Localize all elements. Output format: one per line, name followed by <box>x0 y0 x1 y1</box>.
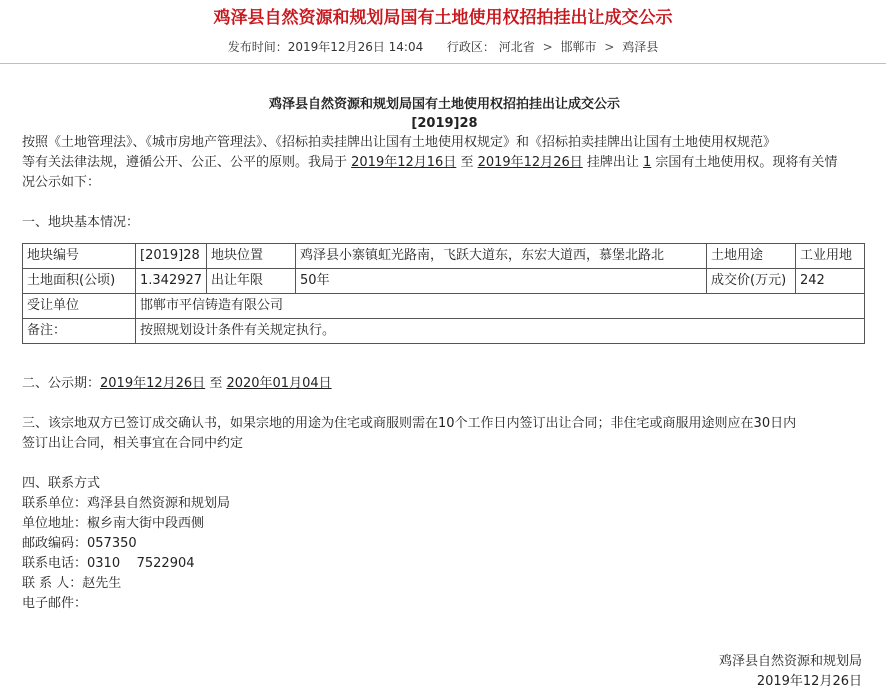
table-cell-label: 地块位置 <box>207 244 296 269</box>
contact-person: 联 系 人：赵先生 <box>22 576 122 591</box>
intro-text: 至 <box>456 155 478 170</box>
table-row <box>23 294 865 319</box>
breadcrumb-city-link[interactable]: 邯郸市 <box>560 40 597 54</box>
listing-end-date: 2019年12月26日 <box>477 155 583 170</box>
parcel-count: 1 <box>643 155 652 170</box>
table-cell-label: 土地用途 <box>707 244 796 269</box>
table-cell-label: 出让年限 <box>207 269 296 294</box>
table-cell-label: 土地面积(公顷) <box>23 269 136 294</box>
table-cell-value: 鸡泽县小寨镇虹光路南，飞跃大道东，东宏大道西，慕堡北路北 <box>296 244 707 269</box>
intro-line-2 <box>22 153 867 173</box>
contact-address: 单位地址：椒乡南大街中段西侧 <box>22 516 205 531</box>
table-row <box>23 269 865 294</box>
section-2-line <box>22 374 867 394</box>
table-cell-value: 242 <box>796 269 865 294</box>
section-1-heading: 一、地块基本情况： <box>22 215 140 230</box>
document-title: 鸡泽县自然资源和规划局国有土地使用权招拍挂出让成交公示 <box>268 97 620 112</box>
table-cell-value: 工业用地 <box>796 244 865 269</box>
contact-phone: 联系电话：0310 7522904 <box>22 556 195 571</box>
table-cell-label: 受让单位 <box>23 294 136 319</box>
period-separator: 至 <box>205 376 227 391</box>
header-divider <box>0 63 886 64</box>
table-cell-value: 50年 <box>296 269 707 294</box>
period-start-date: 2019年12月26日 <box>100 376 206 391</box>
region-label: 行政区： <box>446 40 495 54</box>
listing-start-date: 2019年12月16日 <box>351 155 457 170</box>
spacer <box>22 394 867 414</box>
intro-text: 等有关法律法规，遵循公开、公正、公平的原则。我局于 <box>22 155 352 170</box>
contact-postcode: 邮政编码：057350 <box>22 536 137 551</box>
intro-line-1: 按照《土地管理法》、《城市房地产管理法》、《招标拍卖挂牌出让国有土地使用权规定》和《招标拍卖挂牌出让国有土地使用权规范》 <box>22 135 777 150</box>
table-cell-label: 地块编号 <box>23 244 136 269</box>
section-3-line-1: 三、该宗地双方已签订成交确认书，如果宗地的用途为住宅或商服则需在10个工作日内签订出让合同；非住宅或商服用途则应在30日内 <box>22 416 797 431</box>
spacer <box>22 344 867 374</box>
parcel-table <box>22 243 865 344</box>
contact-unit: 联系单位：鸡泽县自然资源和规划局 <box>22 496 231 511</box>
page-title: 鸡泽县自然资源和规划局国有土地使用权招拍挂出让成交公示 <box>213 8 673 28</box>
article-body <box>22 95 867 614</box>
intro-text: 挂牌出让 <box>582 155 644 170</box>
publish-label: 发布时间： <box>227 40 288 54</box>
table-cell-label: 成交价(万元) <box>707 269 796 294</box>
breadcrumb-province-link[interactable]: 河北省 <box>498 40 535 54</box>
table-cell-label: 备注： <box>23 319 136 344</box>
spacer <box>22 233 867 237</box>
table-cell-value: 1.342927 <box>136 269 207 294</box>
section-4-heading: 四、联系方式 <box>22 476 101 491</box>
table-cell-value: 邯郸市平信铸造有限公司 <box>136 294 865 319</box>
table-cell-value: [2019]28 <box>136 244 207 269</box>
breadcrumb-separator: > <box>604 40 615 54</box>
contact-email: 电子邮件： <box>22 596 88 611</box>
table-cell-value: 按照规划设计条件有关规定执行。 <box>136 319 865 344</box>
spacer <box>22 454 867 474</box>
publish-time: 2019年12月26日 14:04 <box>287 40 424 54</box>
breadcrumb-separator: > <box>542 40 553 54</box>
table-row <box>23 244 865 269</box>
signature-date: 2019年12月26日 <box>756 674 862 689</box>
signature-org: 鸡泽县自然资源和规划局 <box>718 654 862 669</box>
signature-block <box>719 652 862 692</box>
breadcrumb-county-link[interactable]: 鸡泽县 <box>622 40 659 54</box>
document-number: [2019]28 <box>411 116 478 131</box>
meta-bar <box>0 38 886 56</box>
intro-line-3: 况公示如下： <box>22 175 101 190</box>
breadcrumb <box>499 40 658 54</box>
section-3-line-2: 签订出让合同，相关事宜在合同中约定 <box>22 436 244 451</box>
table-row <box>23 319 865 344</box>
intro-text: 宗国有土地使用权。现将有关情 <box>651 155 838 170</box>
spacer <box>22 193 867 213</box>
period-end-date: 2020年01月04日 <box>226 376 332 391</box>
section-2-heading: 二、公示期： <box>22 376 101 391</box>
